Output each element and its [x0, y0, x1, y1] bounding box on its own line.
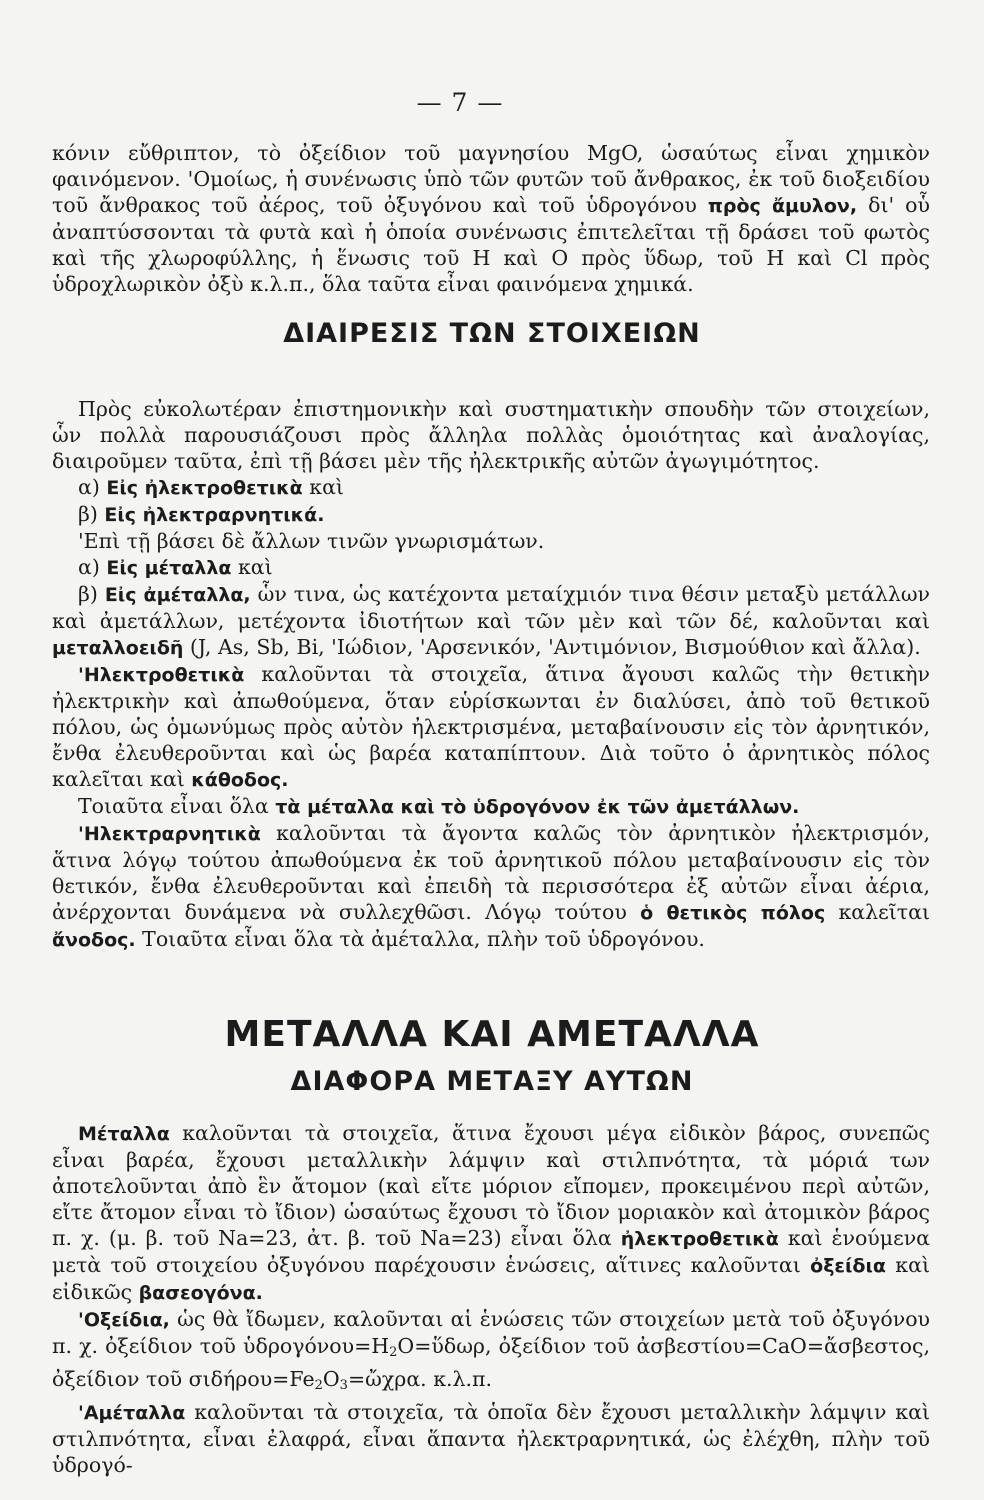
- text: δι' οὗ ἀναπτύσσονται τὰ φυτὰ καὶ ἡ ὁποία συνένωσις ἐπιτελεῖται τῇ δράσει τοῦ φωτὸς καὶ τῆς χλωροφύλλης, ἡ ἕνωσις τοῦ Η καὶ Ο πρὸς ὕδωρ, τοῦ Η καὶ Cl πρὸς ὑδροχλωρικὸν ὀξὺ κ.λ.π., ὅλα ταῦτα εἶναι φαινόμενα χημικά.: [52, 193, 930, 296]
- such-paragraph: [52, 793, 930, 820]
- bold-term: ἄνοδος.: [52, 929, 136, 951]
- subscript: 2: [389, 1345, 398, 1360]
- nonmetals-paragraph: [52, 1399, 930, 1478]
- list-label: β): [78, 582, 105, 606]
- text: καλοῦνται τὰ ἄγοντα καλῶς τὸν ἀρνητικὸν ἠλεκτρισμόν, ἅτινα λόγῳ τούτου ἀπωθούμενα ἐκ τοῦ ἀρνητικοῦ πόλου μεταβαίνουσιν εἰς τὸν θετικόν, ἔνθα ἐλευθεροῦνται καὶ ἐπειδὴ τὰ περισσότερα ἐξ αὐτῶν εἶναι ἀέρια, ἀνέρχονται δυνάμενα νὰ συλλεχθῶσι. Λόγῳ τούτου: [52, 821, 930, 924]
- page-number: — 7 —: [416, 88, 504, 117]
- text: Τοιαῦτα εἶναι ὅλα: [78, 794, 276, 818]
- section1-intro: Πρὸς εὐκολωτέραν ἐπιστημονικὴν καὶ συστηματικὴν σπουδὴν τῶν στοιχείων, ὧν πολλὰ παρουσιάζουσι πρὸς ἄλληλα πολλὰς ὁμοιότητας καὶ ἀναλογίας, διαιροῦμεν ταῦτα, ἐπὶ τῇ βάσει μὲν τῆς ἠλεκτρικῆς αὐτῶν ἀγωγιμότητος.: [52, 397, 930, 473]
- section1-basis2: 'Επὶ τῇ βάσει δὲ ἄλλων τινῶν γνωρισμάτων.: [78, 529, 545, 553]
- list-label: α): [78, 555, 107, 579]
- text: καὶ: [231, 555, 273, 579]
- electropositive-paragraph: [52, 661, 930, 793]
- bold-term: ὁ θετικὸς πόλος: [640, 902, 826, 924]
- bold-term: Εἰς μέταλλα: [106, 557, 232, 579]
- section-heading-divisions: ΔΙΑΙΡΕΣΙΣ ΤΩΝ ΣΤΟΙΧΕΙΩΝ: [283, 318, 701, 349]
- bold-term: ὀξείδια: [810, 1255, 886, 1277]
- text: καὶ: [302, 475, 344, 499]
- text: ὧν τινα, ὡς κατέχοντα μεταίχμιόν τινα θέσιν μεταξὺ μετάλλων καὶ ἀμετάλλων, μετέχοντα ἰδιοτήτων καὶ τῶν μὲν καὶ τῶν δέ, καλοῦνται καὶ: [52, 582, 931, 633]
- text: καλοῦνται τὰ στοιχεῖα, τὰ ὁποῖα δὲν ἔχουσι μεταλλικὴν λάμψιν καὶ στιλπνότητα, εἶναι ἐλαφρά, εἶναι ἅπαντα ἠλεκτραρνητικά, ὡς ἐλέχθη, πλὴν τοῦ ὑδρογό-: [52, 1400, 930, 1477]
- bold-term: ἠλεκτροθετικὰ: [620, 1228, 779, 1250]
- text: O: [322, 1367, 340, 1391]
- list1-item-b: [52, 501, 930, 528]
- list2-item-a: [52, 554, 930, 581]
- text: (J, As, Sb, Bi, 'Ιώδιον, 'Αρσενικόν, 'Αντιμόνιον, Βισμούθιον καὶ ἄλλα).: [183, 635, 921, 659]
- text: Τοιαῦτα εἶναι ὅλα τὰ ἀμέταλλα, πλὴν τοῦ ὑδρογόνου.: [135, 927, 705, 951]
- text: καλοῦνται τὰ στοιχεῖα, ἅτινα ἄγουσι καλῶς τὴν θετικὴν ἠλεκτρικὴν καὶ ἀπωθούμενα, ὅταν εὑρίσκωνται ἐν διαλύσει, ἀπὸ τοῦ θετικοῦ πόλου, ὡς ὁμωνύμως πρὸς αὐτὸν ἠλεκτρισμένα, μεταβαίνουσιν εἰς τὸν ἀρνητικόν, ἔνθα ἐλευθεροῦνται καὶ ὡς βαρέα καταπίπτουν. Διὰ τοῦτο ὁ ἀρνητικὸς πόλος καλεῖται καὶ: [52, 662, 930, 791]
- electronegative-paragraph: [52, 820, 930, 953]
- bold-term: Εἰς ἠλεκτραρνητικά.: [104, 504, 325, 526]
- intro-paragraph-block: [52, 140, 930, 297]
- text: καλοῦνται τὰ στοιχεῖα, ἅτινα ἔχουσι μέγα εἰδικὸν βάρος, συνεπῶς εἶναι βαρέα, ἔχουσι μεταλλικὴν λάμψιν καὶ στιλπνότητα, τὰ μόριά των ἀποτελοῦνται ἀπὸ ἓν ἄτομον (καὶ εἴτε μόριον εἴπομεν, προκειμένου περὶ αὐτῶν, εἴτε ἄτομον εἶναι τὸ ἴδιον) ὡσαύτως ἔχουσι τὸ ἴδιον μοριακὸν καὶ ἀτομικὸν βάρος π. χ. (μ. β. τοῦ Na=23, ἀτ. β. τοῦ Na=23) εἶναι ὅλα: [52, 1121, 930, 1250]
- section-subheading-difference: ΔΙΑΦΟΡΑ ΜΕΤΑΞΥ ΑΥΤΩΝ: [290, 1066, 694, 1097]
- bold-term: 'Ηλεκτροθετικὰ: [78, 664, 245, 686]
- list2-item-b: [52, 581, 930, 661]
- subscript: 2: [314, 1378, 323, 1393]
- list1-item-a: [52, 474, 930, 501]
- bold-term: 'Αμέταλλα: [78, 1402, 186, 1424]
- bold-term: Εἰς ἠλεκτροθετικὰ: [106, 477, 303, 499]
- text: καὶ εἰδικῶς: [52, 1253, 930, 1304]
- text: καὶ ἑνούμενα μετὰ τοῦ στοιχείου ὀξυγόνου παρέχουσιν ἑνώσεις, αἵτινες καλοῦνται: [52, 1226, 930, 1277]
- text: καλεῖται: [825, 900, 930, 924]
- list-label: β): [78, 502, 105, 526]
- section-heading-metals: ΜΕΤΑΛΛΑ ΚΑΙ ΑΜΕΤΑΛΛΑ: [224, 1014, 760, 1055]
- bold-term: βασεογόνα.: [138, 1282, 263, 1304]
- text: ὡς θὰ ἴδωμεν, καλοῦνται αἱ ἑνώσεις τῶν στοιχείων μετὰ τοῦ ὀξυγόνου π. χ. ὀξείδιον τοῦ ὑδρογόνου=H: [52, 1307, 930, 1358]
- bold-term: τὰ μέταλλα καὶ τὸ ὑδρογόνον ἐκ τῶν ἀμετάλλων.: [275, 796, 800, 818]
- bold-term: κάθοδος.: [191, 769, 289, 791]
- list-label: α): [78, 475, 107, 499]
- oxides-paragraph: [52, 1306, 930, 1399]
- section1-body: [52, 396, 930, 953]
- text: O=ὕδωρ, ὀξείδιον τοῦ ἀσβεστίου=CaO=ἄσβεστος, ὀξείδιον τοῦ σιδήρου=Fe: [52, 1334, 931, 1391]
- metals-paragraph: [52, 1120, 930, 1306]
- text: κόνιν εὔθριπτον, τὸ ὀξείδιον τοῦ μαγνησίου MgO, ὡσαύτως εἶναι χημικὸν φαινόμενον. 'Ομοίως, ἡ συνένωσις ὑπὸ τῶν φυτῶν τοῦ ἄνθρακος, ἐκ τοῦ διοξειδίου τοῦ ἄνθρακος τοῦ ἀέρος, τοῦ ὀξυγόνου καὶ τοῦ ὑδρογόνου: [52, 141, 930, 217]
- text: =ὤχρα. κ.λ.π.: [347, 1367, 493, 1391]
- bold-term: 'Ηλεκτραρνητικὰ: [78, 823, 261, 845]
- bold-term: Μέταλλα: [78, 1123, 170, 1145]
- bold-term: 'Οξείδια,: [78, 1309, 170, 1331]
- subscript: 3: [339, 1378, 348, 1393]
- bold-term: πρὸς ἄμυλον,: [707, 195, 858, 217]
- section2-body: [52, 1120, 930, 1478]
- bold-term: Εἰς ἀμέταλλα,: [104, 584, 251, 606]
- bold-term: μεταλλοειδῆ: [52, 637, 184, 659]
- intro-paragraph: [52, 140, 930, 297]
